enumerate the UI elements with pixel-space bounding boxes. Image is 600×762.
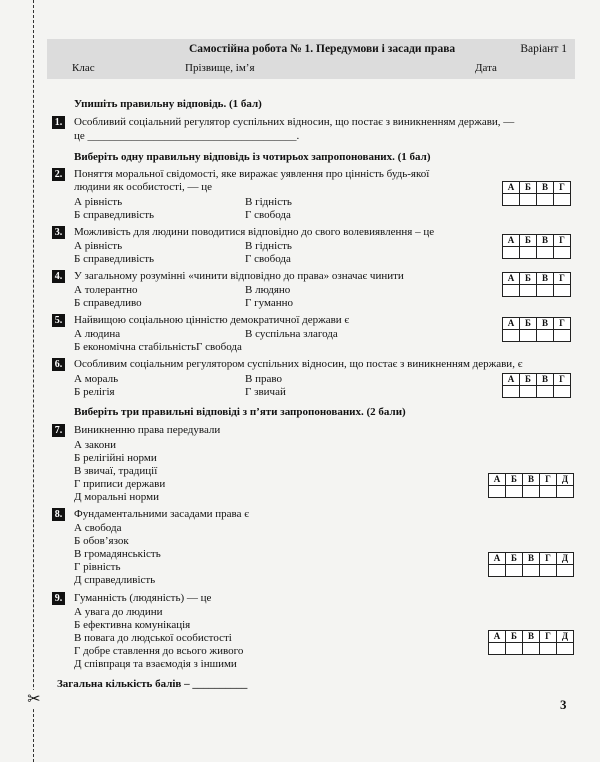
answer-grid bbox=[502, 272, 571, 297]
answer-cell[interactable] bbox=[506, 643, 523, 655]
question-text: Гуманність (людяність) — це bbox=[74, 592, 212, 604]
grid-letter: Б bbox=[520, 318, 537, 330]
scissors-icon: ✂ bbox=[25, 690, 43, 708]
grid-letter: В bbox=[523, 474, 540, 486]
answer-option: Б обов’язок bbox=[74, 535, 129, 547]
answer-cell[interactable] bbox=[520, 330, 537, 342]
answer-line[interactable]: це ______________________________________. bbox=[74, 130, 300, 142]
answer-cell[interactable] bbox=[503, 194, 520, 206]
answer-option: В повага до людської особистості bbox=[74, 632, 232, 644]
variant-label: Варіант 1 bbox=[520, 43, 567, 55]
grid-letter: Б bbox=[520, 235, 537, 247]
question-text: Особливим соціальним регулятором суспільних відносин, що постає з виникненням держави, є bbox=[74, 358, 523, 370]
grid-letter: В bbox=[537, 318, 554, 330]
answer-option: Б релігійні норми bbox=[74, 452, 157, 464]
grid-letter: В bbox=[537, 182, 554, 194]
grid-letter: Г bbox=[540, 553, 557, 565]
answer-cell[interactable] bbox=[523, 486, 540, 498]
grid-letter: А bbox=[489, 474, 506, 486]
answer-option: А рівність bbox=[74, 196, 123, 208]
answer-option: А людина bbox=[74, 328, 121, 340]
answer-cell[interactable] bbox=[557, 486, 574, 498]
grid-letter: А bbox=[489, 553, 506, 565]
answer-option: А мораль bbox=[74, 373, 119, 385]
answer-grid bbox=[502, 317, 571, 342]
grid-letter: Г bbox=[554, 273, 571, 285]
question-text: У загальному розумінні «чинити відповідно до права» означає чинити bbox=[74, 270, 404, 282]
question-number: 5. bbox=[52, 314, 65, 327]
grid-letter: А bbox=[503, 235, 520, 247]
page-title: Самостійна робота № 1. Передумови і засади права bbox=[189, 43, 456, 55]
answer-option: В гідність bbox=[245, 240, 292, 252]
question-text: Фундаментальними засадами права є bbox=[74, 508, 249, 520]
question-text: Можливість для людини поводитися відповідно до свого волевиявлення – це bbox=[74, 226, 435, 238]
answer-option: В громадянськість bbox=[74, 548, 161, 560]
answer-grid bbox=[502, 234, 571, 259]
section-heading: Виберіть три правильні відповіді з п’яти запропонованих. (2 бали) bbox=[74, 406, 406, 418]
answer-cell[interactable] bbox=[554, 330, 571, 342]
answer-cell[interactable] bbox=[537, 285, 554, 297]
answer-cell[interactable] bbox=[489, 565, 506, 577]
answer-option: Г гуманно bbox=[245, 297, 294, 309]
answer-option: Г звичай bbox=[245, 386, 286, 398]
answer-cell[interactable] bbox=[540, 565, 557, 577]
grid-letter: Г bbox=[554, 374, 571, 386]
answer-cell[interactable] bbox=[554, 285, 571, 297]
answer-option: Б економічна стабільністьГ свобода bbox=[74, 341, 242, 353]
answer-cell[interactable] bbox=[540, 486, 557, 498]
answer-option: А увага до людини bbox=[74, 606, 163, 618]
answer-option: В гідність bbox=[245, 196, 292, 208]
answer-option: Д справедливість bbox=[74, 574, 156, 586]
answer-cell[interactable] bbox=[520, 247, 537, 259]
grid-letter: Г bbox=[540, 474, 557, 486]
section-heading: Упишіть правильну відповідь. (1 бал) bbox=[74, 98, 262, 110]
grid-letter: Б bbox=[506, 553, 523, 565]
answer-cell[interactable] bbox=[557, 643, 574, 655]
answer-cell[interactable] bbox=[489, 643, 506, 655]
question-number: 7. bbox=[52, 424, 65, 437]
answer-cell[interactable] bbox=[523, 643, 540, 655]
answer-option: Б справедливо bbox=[74, 297, 142, 309]
answer-option: Г приписи держави bbox=[74, 478, 166, 490]
answer-cell[interactable] bbox=[520, 386, 537, 398]
grid-letter: А bbox=[503, 374, 520, 386]
grid-letter: В bbox=[537, 374, 554, 386]
answer-option: В людяно bbox=[245, 284, 291, 296]
page-number: 3 bbox=[560, 697, 567, 712]
answer-cell[interactable] bbox=[557, 565, 574, 577]
grid-letter: В bbox=[537, 235, 554, 247]
answer-option: Г рівність bbox=[74, 561, 121, 573]
answer-option: А толерантно bbox=[74, 284, 138, 296]
answer-option: Г свобода bbox=[245, 209, 291, 221]
question-text: Особливий соціальний регулятор суспільних відносин, що постає з виникненням держави, — bbox=[74, 116, 515, 128]
answer-option: Г добре ставлення до всього живого bbox=[74, 645, 244, 657]
answer-grid bbox=[488, 473, 574, 498]
answer-option: Б справедливість bbox=[74, 209, 155, 221]
grid-letter: В bbox=[537, 273, 554, 285]
question-number: 1. bbox=[52, 116, 65, 129]
grid-letter: Б bbox=[520, 273, 537, 285]
answer-grid bbox=[502, 373, 571, 398]
answer-cell[interactable] bbox=[537, 330, 554, 342]
answer-cell[interactable] bbox=[537, 194, 554, 206]
grid-letter: Д bbox=[557, 474, 574, 486]
grid-letter: В bbox=[523, 631, 540, 643]
answer-cell[interactable] bbox=[554, 386, 571, 398]
worksheet-header bbox=[47, 39, 575, 79]
answer-option: А рівність bbox=[74, 240, 123, 252]
grid-letter: А bbox=[503, 318, 520, 330]
total-score-field[interactable]: Загальна кількість балів – __________ bbox=[57, 678, 248, 690]
answer-cell[interactable] bbox=[520, 194, 537, 206]
question-number: 4. bbox=[52, 270, 65, 283]
answer-cell[interactable] bbox=[540, 643, 557, 655]
answer-cell[interactable] bbox=[537, 386, 554, 398]
section-heading: Виберіть одну правильну відповідь із чотирьох запропонованих. (1 бал) bbox=[74, 151, 431, 163]
grid-letter: Б bbox=[506, 474, 523, 486]
answer-grid bbox=[488, 630, 574, 655]
grid-letter: Д bbox=[557, 553, 574, 565]
grid-letter: А bbox=[503, 273, 520, 285]
answer-cell[interactable] bbox=[503, 285, 520, 297]
answer-option: Б релігія bbox=[74, 386, 115, 398]
grid-letter: Г bbox=[554, 182, 571, 194]
cut-line bbox=[33, 0, 34, 762]
answer-cell[interactable] bbox=[503, 386, 520, 398]
grid-letter: Б bbox=[506, 631, 523, 643]
answer-option: А свобода bbox=[74, 522, 122, 534]
question-number: 2. bbox=[52, 168, 65, 181]
answer-option: В звичаї, традиції bbox=[74, 465, 158, 477]
date-label: Дата bbox=[475, 62, 497, 74]
question-number: 6. bbox=[52, 358, 65, 371]
question-number: 8. bbox=[52, 508, 65, 521]
grid-letter: А bbox=[503, 182, 520, 194]
answer-cell[interactable] bbox=[537, 247, 554, 259]
question-text: Виникненню права передували bbox=[74, 424, 221, 436]
answer-cell[interactable] bbox=[506, 565, 523, 577]
answer-cell[interactable] bbox=[503, 247, 520, 259]
grid-letter: Б bbox=[520, 182, 537, 194]
answer-option: Б ефективна комунікація bbox=[74, 619, 191, 631]
question-text: людини як особистості, — це bbox=[74, 181, 213, 193]
answer-option: Д моральні норми bbox=[74, 491, 159, 503]
grid-letter: Б bbox=[520, 374, 537, 386]
grid-letter: В bbox=[523, 553, 540, 565]
answer-option: Д співпраця та взаємодія з іншими bbox=[74, 658, 237, 670]
answer-option: В суспільна злагода bbox=[245, 328, 338, 340]
answer-cell[interactable] bbox=[489, 486, 506, 498]
class-label: Клас bbox=[72, 62, 95, 74]
grid-letter: А bbox=[489, 631, 506, 643]
answer-option: Б справедливість bbox=[74, 253, 155, 265]
answer-grid bbox=[488, 552, 574, 577]
answer-cell[interactable] bbox=[523, 565, 540, 577]
grid-letter: Г bbox=[540, 631, 557, 643]
name-label: Прізвище, ім’я bbox=[185, 62, 255, 74]
answer-cell[interactable] bbox=[554, 194, 571, 206]
answer-cell[interactable] bbox=[554, 247, 571, 259]
answer-cell[interactable] bbox=[506, 486, 523, 498]
answer-grid bbox=[502, 181, 571, 206]
question-number: 9. bbox=[52, 592, 65, 605]
question-number: 3. bbox=[52, 226, 65, 239]
answer-cell[interactable] bbox=[520, 285, 537, 297]
grid-letter: Д bbox=[557, 631, 574, 643]
answer-option: А закони bbox=[74, 439, 116, 451]
answer-cell[interactable] bbox=[503, 330, 520, 342]
grid-letter: Г bbox=[554, 318, 571, 330]
question-text: Поняття моральної свідомості, яке виражає уявлення про цінність будь-якої bbox=[74, 168, 430, 180]
grid-letter: Г bbox=[554, 235, 571, 247]
answer-option: Г свобода bbox=[245, 253, 291, 265]
question-text: Найвищою соціальною цінністю демократичної держави є bbox=[74, 314, 350, 326]
answer-option: В право bbox=[245, 373, 282, 385]
